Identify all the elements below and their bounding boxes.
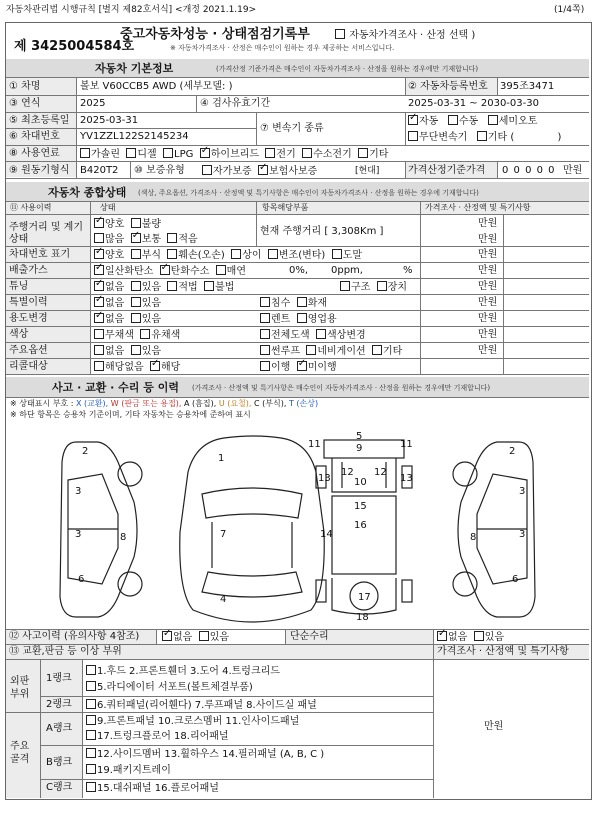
warranty-insurance-checkbox[interactable] (258, 165, 268, 175)
em-smoke-checkbox[interactable] (216, 265, 226, 275)
part-number-11-left: 11 (308, 439, 321, 450)
use-options-2: 렌트 영업용 (260, 314, 337, 325)
rank1-label: 1랭크 (46, 673, 72, 684)
col-status: 상태 (100, 203, 116, 212)
valid-value: 2025-03-31 ~ 2030-03-30 (408, 98, 539, 109)
part-number-18: 18 (356, 612, 369, 623)
trans-cvt-checkbox[interactable] (408, 131, 418, 141)
part-12-checkbox[interactable] (86, 748, 96, 758)
part-number-3-left-a: 3 (75, 486, 82, 497)
vin-mark-label: 차대번호 표기 (9, 249, 71, 260)
trans-row-1: ✓자동 수동 세미오토 (408, 116, 537, 127)
tun-legal-checkbox[interactable] (167, 281, 177, 291)
sp-fire-checkbox[interactable] (297, 297, 307, 307)
mileage-bad-checkbox[interactable] (131, 218, 141, 228)
first-reg-label: ⑤ 최초등록일 (9, 115, 70, 126)
warranty-label: ⑩ 보증유형 (134, 165, 185, 176)
year-label: ③ 연식 (9, 98, 41, 109)
price-option-checkbox[interactable] (335, 29, 345, 39)
opt-etc-checkbox[interactable] (372, 345, 382, 355)
unit-mileage-2: 만원 (478, 234, 498, 245)
rep-none-checkbox[interactable] (437, 631, 447, 641)
tuning-options-2: 구조 장치 (340, 282, 407, 293)
part-1-checkbox[interactable] (86, 665, 96, 675)
part-number-16: 16 (354, 520, 367, 531)
acc-yes-checkbox[interactable] (199, 631, 209, 641)
col-change-checkbox[interactable] (316, 329, 326, 339)
trans-etc-checkbox[interactable] (477, 131, 487, 141)
rankB-items-2: 19.패키지트레이 (86, 765, 171, 776)
car-name-value: 볼보 V60CCB5 AWD (세부모델: ) (80, 81, 233, 92)
part-number-12-right: 12 (374, 467, 387, 478)
part-number-9: 9 (356, 443, 363, 454)
top-view (180, 436, 324, 622)
accident-section-title: 사고 · 교환 · 수리 등 이력 (52, 381, 179, 394)
trans-auto-checkbox[interactable] (408, 115, 418, 125)
unit-vin: 만원 (478, 249, 498, 260)
em-hc-checkbox[interactable] (160, 265, 170, 275)
part-15-checkbox[interactable] (86, 782, 96, 792)
tuning-label: 튜닝 (9, 281, 29, 292)
left-side-view (60, 442, 142, 617)
reg-no-value: 395조3471 (500, 81, 555, 92)
vin-good-checkbox[interactable] (94, 249, 104, 259)
em-ppm: 0ppm, (331, 265, 363, 276)
sp-yes-checkbox[interactable] (131, 297, 141, 307)
exchange-label: ⑬ 교환,판금 등 이상 부위 (9, 646, 122, 657)
vin-diff-checkbox[interactable] (231, 249, 241, 259)
color-options-2: 전체도색 색상변경 (260, 330, 366, 341)
reg-no-label: ② 자동차등록번호 (408, 81, 488, 92)
fuel-diesel-checkbox[interactable] (126, 148, 136, 158)
rc-notdone-checkbox[interactable] (297, 361, 307, 371)
engine-value: B420T2 (80, 165, 119, 176)
option-options-2: 썬루프 네비게이션 기타 (260, 346, 402, 357)
fuel-gasoline-checkbox[interactable] (80, 148, 90, 158)
rankA-items: 9.프론트패널 10.크로스멤버 11.인사이드패널 (86, 716, 299, 727)
overall-section-title: 자동차 종합상태 (48, 186, 127, 199)
col-chro-checkbox[interactable] (140, 329, 150, 339)
mileage-row-1: ✓양호 불량 (94, 219, 161, 230)
mileage-detail: 현재 주행거리 [ 3,308Km ] (260, 226, 384, 237)
title-option: 자동차가격조사 · 산정 선택 ) (335, 30, 475, 41)
vin-damage-checkbox[interactable] (167, 249, 177, 259)
rankC-label: C랭크 (46, 782, 73, 793)
use-rent-checkbox[interactable] (260, 313, 270, 323)
rankC-items: 15.대쉬패널 16.플로어패널 (86, 783, 219, 794)
unit-mileage: 만원 (478, 218, 498, 229)
diagram-note: ※ 하단 항목은 승용차 기준이며, 기타 자동차는 승용차에 준하여 표시 (10, 410, 251, 419)
part-number-7: 7 (220, 529, 227, 540)
rc-none-checkbox[interactable] (94, 361, 104, 371)
fuel-ev-checkbox[interactable] (265, 148, 275, 158)
part-number-14: 14 (320, 529, 333, 540)
recall-options-2: 이행 ✓ 미이행 (260, 362, 337, 373)
use-label: 용도변경 (9, 313, 48, 324)
car-diagram (6, 422, 589, 628)
vin-value: YV1ZZL122S2145234 (80, 131, 189, 142)
part-number-8-right: 8 (470, 532, 477, 543)
color-options: 무채색 유채색 (94, 330, 180, 341)
vin-corrode-checkbox[interactable] (131, 249, 141, 259)
em-pct1: 0%, (289, 265, 309, 276)
tun-struct-checkbox[interactable] (340, 281, 350, 291)
part-number-13-right: 13 (400, 473, 413, 484)
col-price: 가격조사 · 산정액 및 특기사항 (425, 203, 531, 212)
fuel-lpg-checkbox[interactable] (163, 148, 173, 158)
unit-option: 만원 (478, 345, 498, 356)
unit-tuning: 만원 (478, 281, 498, 292)
part-number-10: 10 (354, 477, 367, 488)
part-5-checkbox[interactable] (86, 681, 96, 691)
part-number-6-right: 6 (512, 574, 519, 585)
valid-label: ④ 검사유효기간 (200, 98, 271, 109)
basic-section-note: (가격산정 기준가격은 매수인이 자동차가격조사 · 산정을 원하는 경우에만 기재합니다) (216, 65, 479, 73)
use-none-checkbox[interactable] (94, 313, 104, 323)
trans-label: ⑦ 변속기 종류 (260, 123, 324, 134)
rankA-items-2: 17.트렁크플로어 18.리어패널 (86, 731, 229, 742)
opt-none-checkbox[interactable] (94, 345, 104, 355)
unit-emission: 만원 (478, 265, 498, 276)
part-number-17: 17 (358, 592, 371, 603)
rank2-items: 6.쿼터패널(리어휀다) 7.루프패널 8.사이드실 패널 (86, 700, 317, 711)
option-options: 없음 있음 (94, 346, 161, 357)
vin-theft-checkbox[interactable] (332, 249, 342, 259)
trans-manual-checkbox[interactable] (448, 115, 458, 125)
option-label: 주요옵션 (9, 345, 48, 356)
em-co-checkbox[interactable] (94, 265, 104, 275)
part-number-3-right-b: 3 (519, 529, 526, 540)
outer-label: 외판 부위 (10, 676, 30, 700)
repair-options: ✓ 없음 있음 (437, 632, 504, 643)
page-number: (1/4쪽) (554, 5, 585, 15)
part-9-checkbox[interactable] (86, 715, 96, 725)
tun-illegal-checkbox[interactable] (204, 281, 214, 291)
opt-sunroof-checkbox[interactable] (260, 345, 270, 355)
vin-mark-options: ✓ 양호 부식 훼손(오손) 상이 변조(변타) 도말 (94, 250, 362, 261)
fuel-h2-checkbox[interactable] (302, 148, 312, 158)
opt-navi-checkbox[interactable] (306, 345, 316, 355)
part-number-6-left: 6 (78, 574, 85, 585)
opt-yes-checkbox[interactable] (131, 345, 141, 355)
first-reg-value: 2025-03-31 (80, 115, 139, 126)
engine-label: ⑨ 원동기형식 (9, 165, 70, 176)
vin-label: ⑥ 차대번호 (9, 131, 60, 142)
overall-section-note: (색상, 주요옵션, 가격조사 · 산정액 및 특기사항은 매수인이 자동차가격조사 · 산정을 원하는 경우에 기재합니다) (138, 189, 479, 197)
price-unit: 만원 (563, 165, 583, 176)
warranty-company: [현대] (355, 166, 380, 176)
year-value: 2025 (80, 98, 106, 109)
mileage-normal-checkbox[interactable] (131, 233, 141, 243)
trans-row-2: 무단변속기 기타 ( ) (408, 132, 561, 143)
part-number-11-right: 11 (400, 439, 413, 450)
fuel-label: ⑧ 사용연료 (9, 148, 60, 159)
accident-label: ⑫ 사고이력 (유의사항 4참조) (9, 631, 140, 642)
price-label: 가격산정기준가격 (408, 165, 486, 176)
col-full-checkbox[interactable] (260, 329, 270, 339)
rank2-label: 2랭크 (46, 699, 72, 710)
mileage-good-checkbox[interactable] (94, 218, 104, 228)
part-number-4: 4 (220, 594, 227, 605)
part-number-1: 1 (218, 453, 225, 464)
mileage-row-2: 많음 ✓ 보통 적음 (94, 234, 198, 245)
exchange-unit: 만원 (484, 721, 504, 732)
accident-options: ✓ 없음 있음 (162, 632, 229, 643)
sp-none-checkbox[interactable] (94, 297, 104, 307)
document-number: 제 3425004584호 (14, 39, 135, 54)
rank1-items-2: 5.라디에이터 서포트(볼트체결부품) (86, 682, 253, 693)
regulation-text: 자동차관리법 시행규칙 [별지 제82호서식] <개정 2021.1.19> (6, 5, 257, 15)
unit-color: 만원 (478, 329, 498, 340)
part-17-checkbox[interactable] (86, 730, 96, 740)
tun-yes-checkbox[interactable] (131, 281, 141, 291)
repair-label: 단순수리 (290, 631, 329, 642)
tuning-options: ✓ 없음 있음 적법 불법 (94, 282, 234, 293)
mileage-few-checkbox[interactable] (167, 233, 177, 243)
use-biz-checkbox[interactable] (297, 313, 307, 323)
warranty-options: 자가보증 ✓ 보험사보증 (202, 166, 317, 177)
col-item: ⑪ 사용이력 (10, 203, 52, 212)
fuel-etc-checkbox[interactable] (358, 148, 368, 158)
part-number-2-right: 2 (509, 446, 516, 457)
color-label: 색상 (9, 329, 29, 340)
legend-line: ※ 상태표시 부호 : X (교환), W (판금 또는 용접), A (흠집), U (요철), C (부식), T (손상) (10, 399, 319, 408)
page-title: 중고자동차성능 · 상태점검기록부 (120, 27, 310, 42)
car-name-label: ① 차명 (9, 81, 41, 92)
rep-yes-checkbox[interactable] (474, 631, 484, 641)
part-number-3-right-a: 3 (519, 486, 526, 497)
tun-none-checkbox[interactable] (94, 281, 104, 291)
trans-semi-checkbox[interactable] (488, 115, 498, 125)
col-achro-checkbox[interactable] (94, 329, 104, 339)
part-number-8-left: 8 (120, 532, 127, 543)
use-yes-checkbox[interactable] (131, 313, 141, 323)
part-number-5: 5 (356, 431, 363, 442)
special-label: 특별이력 (9, 297, 48, 308)
recall-label: 리콜대상 (9, 361, 48, 372)
acc-none-checkbox[interactable] (162, 631, 172, 641)
part-number-13-left: 13 (318, 473, 331, 484)
recall-options: 해당없음 ✓ 해당 (94, 362, 180, 373)
part-19-checkbox[interactable] (86, 764, 96, 774)
em-pct2: % (403, 265, 413, 276)
mileage-many-checkbox[interactable] (94, 233, 104, 243)
special-options-2: 침수 화재 (260, 298, 327, 309)
rc-done-checkbox[interactable] (260, 361, 270, 371)
special-options: ✓ 없음 있음 (94, 298, 161, 309)
main-label: 주요 골격 (10, 741, 30, 765)
exchange-price-label: 가격조사 · 산정액 및 특기사항 (437, 646, 569, 657)
rankB-items: 12.사이드멤버 13.휠하우스 14.필러패널 (A, B, C ) (86, 749, 324, 760)
basic-section-title: 자동차 기본정보 (95, 62, 174, 75)
use-options: ✓ 없음 있음 (94, 314, 161, 325)
sp-flood-checkbox[interactable] (260, 297, 270, 307)
rc-yes-checkbox[interactable] (150, 361, 160, 371)
emission-options: ✓ 일산화탄소 ✓ 탄화수소 매연 (94, 266, 246, 277)
unit-use: 만원 (478, 313, 498, 324)
unit-special: 만원 (478, 297, 498, 308)
part-number-15: 15 (354, 501, 367, 512)
rank1-items: 1.후드 2.프론트휀더 3.도어 4.트렁크리드 (86, 666, 280, 677)
accident-section-note: (가격조사 · 산정액 및 특기사항은 매수인이 자동차가격조사 · 산정을 원하는 경우에만 기재합니다) (192, 384, 491, 392)
tun-device-checkbox[interactable] (377, 281, 387, 291)
price-value: 0 0 0 0 0 (502, 165, 556, 176)
part-number-2-left: 2 (82, 446, 89, 457)
part-number-12-left: 12 (341, 467, 354, 478)
title-note: ※ 자동차가격조사 · 산정은 매수인이 원하는 경우 제공하는 서비스입니다. (170, 44, 395, 52)
vin-alter-checkbox[interactable] (268, 249, 278, 259)
fuel-options: 가솔린 디젤 LPG ✓ 하이브리드 전기 수소전기 기타 (80, 149, 388, 160)
emission-label: 배출가스 (9, 265, 48, 276)
mileage-label: 주행거리 및 계기상태 (9, 222, 83, 245)
rankB-label: B랭크 (46, 757, 73, 768)
part-6-checkbox[interactable] (86, 699, 96, 709)
part-number-3-left-b: 3 (75, 529, 82, 540)
rankA-label: A랭크 (46, 723, 73, 734)
warranty-self-checkbox[interactable] (202, 165, 212, 175)
fuel-hybrid-checkbox[interactable] (200, 148, 210, 158)
col-detail: 항목해당부품 (262, 203, 309, 212)
